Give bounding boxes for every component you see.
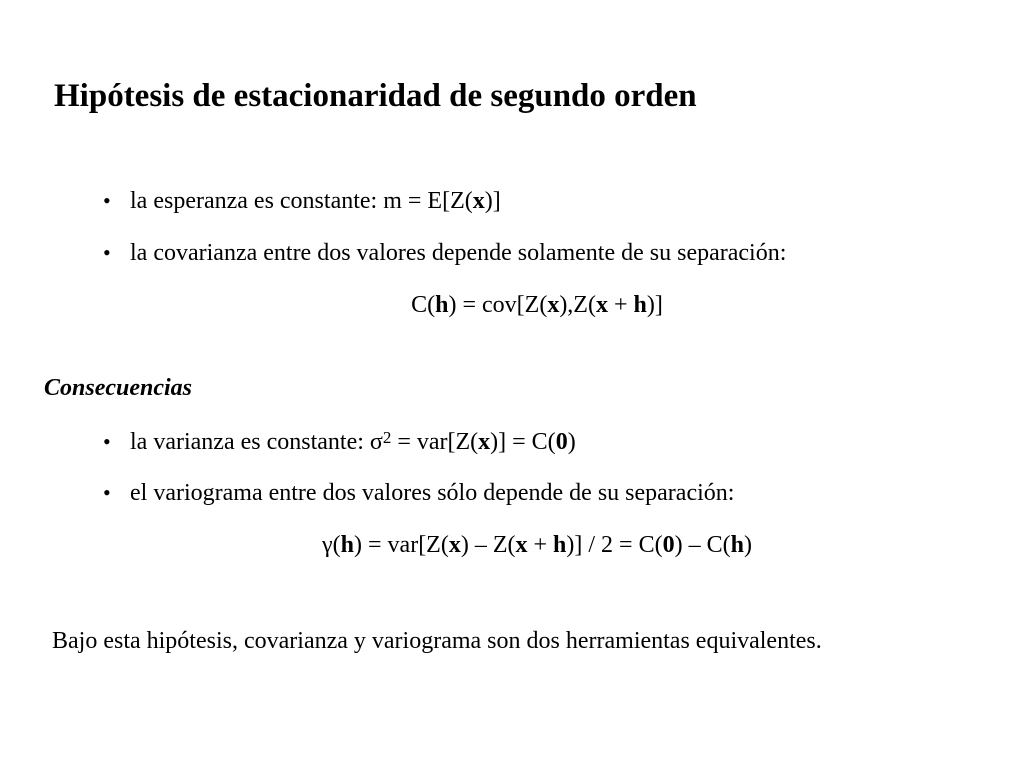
covariance-formula bbox=[0, 292, 1024, 319]
vector-x: x bbox=[478, 429, 491, 455]
item-text: el variograma entre dos valores sólo depende de su separación: bbox=[130, 480, 735, 506]
formula-part: ) – C( bbox=[674, 532, 731, 558]
formula-part: ) = var[Z( bbox=[354, 532, 449, 558]
item-text-end: ) bbox=[567, 429, 576, 455]
bullet-icon: • bbox=[103, 188, 111, 213]
vector-h: h bbox=[340, 532, 355, 558]
vector-x: x bbox=[472, 188, 485, 214]
section-heading-consecuencias: Consecuencias bbox=[44, 375, 193, 401]
item-text: la varianza es constante: bbox=[130, 429, 370, 455]
item-text: )] = C( bbox=[490, 429, 556, 455]
bullet-icon: • bbox=[103, 429, 111, 454]
vector-h: h bbox=[435, 292, 449, 318]
list-item-variogram bbox=[103, 480, 734, 507]
vector-x: x bbox=[515, 532, 528, 558]
formula-part: ) – Z( bbox=[460, 532, 516, 558]
formula-part: )] / 2 = C( bbox=[566, 532, 663, 558]
item-text: = var[Z( bbox=[391, 429, 479, 455]
exponent: 2 bbox=[382, 428, 392, 447]
formula-part: )] bbox=[646, 292, 663, 318]
vector-h: h bbox=[730, 532, 744, 558]
vector-x: x bbox=[595, 292, 608, 318]
formula-part: ),Z( bbox=[559, 292, 596, 318]
formula-part: + bbox=[607, 292, 634, 318]
formula-part: ) = cov[Z( bbox=[448, 292, 548, 318]
bullet-icon: • bbox=[103, 480, 111, 505]
list-item-covariance bbox=[103, 240, 786, 267]
vector-x: x bbox=[547, 292, 560, 318]
vector-zero: 0 bbox=[662, 532, 675, 558]
formula-part: γ( bbox=[322, 532, 341, 558]
slide-title: Hipótesis de estacionaridad de segundo orden bbox=[54, 78, 697, 114]
item-text: la covarianza entre dos valores depende solamente de su separación: bbox=[130, 240, 787, 266]
formula-part: + bbox=[527, 532, 554, 558]
conclusion-text: Bajo esta hipótesis, covarianza y variograma son dos herramientas equivalentes. bbox=[52, 628, 822, 654]
vector-zero: 0 bbox=[555, 429, 568, 455]
sigma-symbol: σ bbox=[369, 429, 383, 455]
vector-h: h bbox=[633, 292, 647, 318]
formula-part: ) bbox=[743, 532, 752, 558]
variogram-formula bbox=[0, 532, 1024, 559]
list-item-variance-constant bbox=[103, 428, 576, 456]
vector-h: h bbox=[553, 532, 567, 558]
list-item-mean-constant bbox=[103, 188, 501, 215]
item-text: la esperanza es constante: m = E[Z( bbox=[130, 188, 473, 214]
bullet-icon: • bbox=[103, 240, 111, 265]
vector-x: x bbox=[448, 532, 461, 558]
formula-part: C( bbox=[411, 292, 436, 318]
item-text-end: )] bbox=[484, 188, 501, 214]
